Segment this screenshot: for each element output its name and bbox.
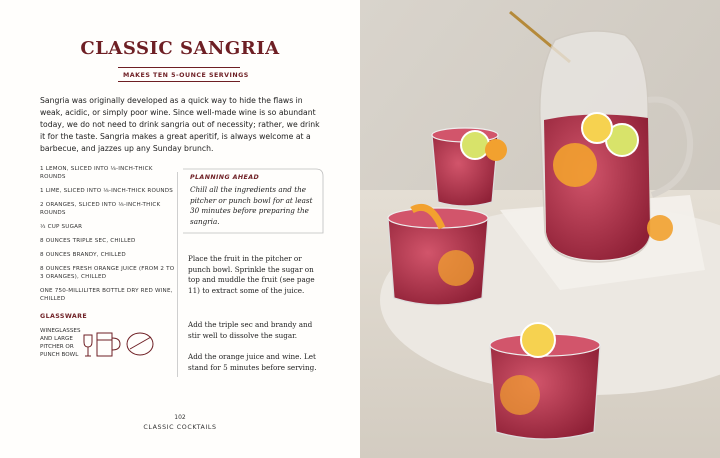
ingredient-item: ⅓ CUP SUGAR <box>40 224 83 230</box>
ingredient-item: 8 OUNCES TRIPLE SEC, CHILLED <box>40 238 136 244</box>
servings-bottom-rule <box>118 81 240 82</box>
page-number: 102 <box>174 414 186 421</box>
glassware-text: WINEGLASSES AND LARGE PITCHER OR PUNCH BOWL <box>40 328 81 358</box>
column-divider <box>177 172 178 377</box>
wineglass-icon <box>84 335 92 356</box>
ingredient-item: 1 LEMON, SLICED INTO ⅛-INCH-THICK ROUNDS <box>40 166 153 180</box>
pitcher-icon <box>97 333 120 356</box>
orange-slice-icon <box>553 143 597 187</box>
recipe-step: Add the orange juice and wine. Let stand for 5 minutes before serving. <box>188 352 317 372</box>
ingredient-item: 1 LIME, SLICED INTO ⅛-INCH-THICK ROUNDS <box>40 188 174 194</box>
servings-top-rule <box>118 67 240 68</box>
punch-bowl-icon <box>127 333 153 355</box>
planning-heading: PLANNING AHEAD <box>190 174 260 181</box>
recipe-intro: Sangria was originally developed as a quick way to hide the flaws in weak, acidic, or simply poor wine. Since well-made wine is so abundant today, we do not need to drink sangria out of necessity; rather, we drink it for the taste. Sangria makes a great aperitif, is always welcome at a barbecue, and jazzes up any Sunday brunch. <box>40 96 320 153</box>
glass-front <box>490 323 600 439</box>
planning-text: Chill all the ingredients and the pitcher or punch bowl for at least 30 minutes before preparing the sangria. <box>190 185 313 226</box>
recipe-step: Add the triple sec and brandy and stir well to dissolve the sugar. <box>188 320 313 340</box>
lemon-slice-icon <box>582 113 612 143</box>
recipe-step: Place the fruit in the pitcher or punch bowl. Sprinkle the sugar on top and muddle the fruit (see page 11) to extract some of the juice. <box>188 254 315 295</box>
ingredient-item: 8 OUNCES FRESH ORANGE JUICE (FROM 2 TO 3 ORANGES), CHILLED <box>40 266 175 280</box>
glass-middle <box>388 207 488 305</box>
ingredient-item: ONE 750-MILLILITER BOTTLE DRY RED WINE, CHILLED <box>40 288 173 302</box>
ingredient-item: 2 ORANGES, SLICED INTO ⅛-INCH-THICK ROUNDS <box>40 202 161 216</box>
recipe-title: CLASSIC SANGRIA <box>80 38 280 59</box>
section-name: CLASSIC COCKTAILS <box>143 424 217 431</box>
ingredient-list <box>40 165 175 309</box>
sangria-illustration <box>360 0 720 458</box>
glassware-icons <box>82 331 158 363</box>
ingredient-item: 8 OUNCES BRANDY, CHILLED <box>40 252 126 258</box>
glassware-heading: GLASSWARE <box>40 313 88 320</box>
servings-label: MAKES TEN 5-OUNCE SERVINGS <box>123 72 249 79</box>
sangria-photo <box>360 0 720 458</box>
